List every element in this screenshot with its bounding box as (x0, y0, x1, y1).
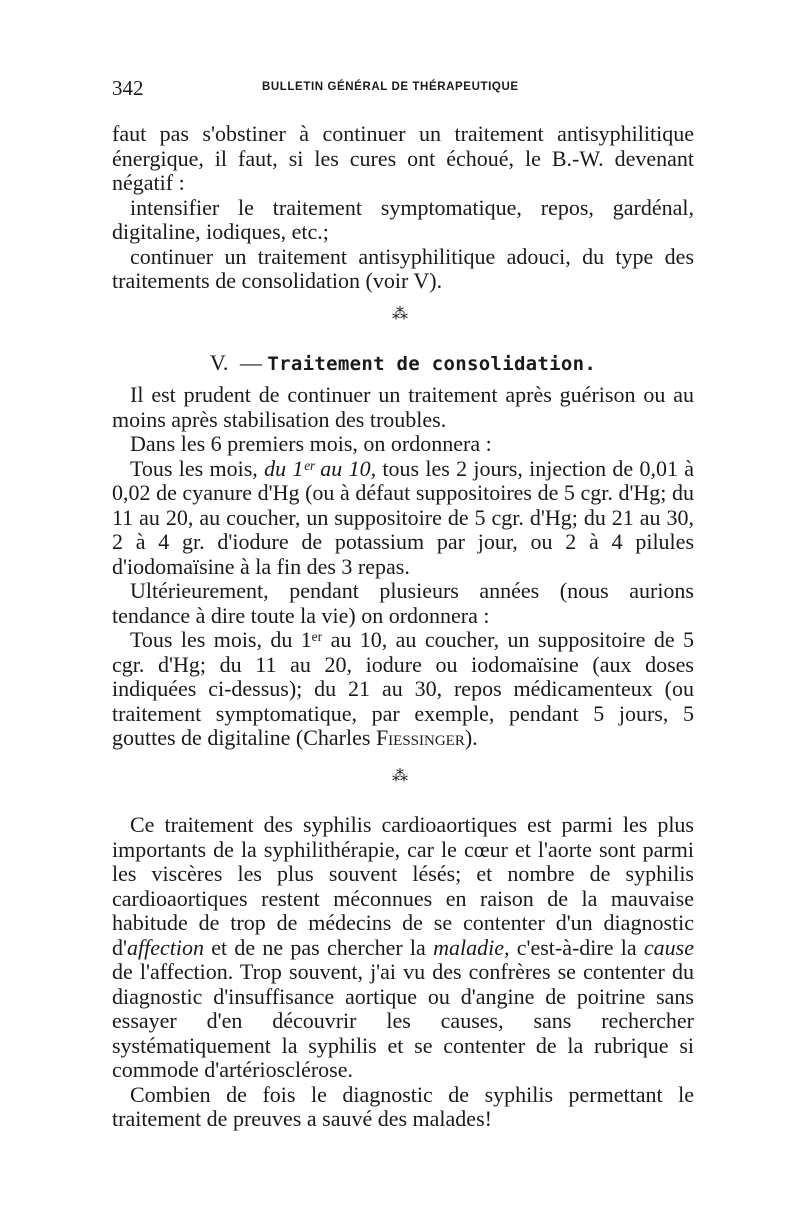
author-name: Fiessinger (375, 725, 465, 750)
running-head (112, 76, 696, 100)
text-block-intro (112, 122, 694, 294)
text-block-conclusion (112, 813, 694, 1132)
paragraph: intensifier le traitement symptomatique, repos, gardénal, digitaline, iodiques, etc.; (112, 194, 694, 244)
page-number: 342 (112, 76, 144, 100)
emphasis-text: affection (126, 934, 204, 960)
emphasis-text: du 1ᵉʳ au 10, (264, 455, 377, 481)
text-run: tous les 2 jours, injection de 0,01 à 0,02 de cyanure d'Hg (ou à défaut suppositoires de 5 cgr. d'Hg; du 11 au 20, au coucher, un suppositoire de 5 cgr. d'Hg; du 21 au 30, 2 à 4 gr. d'iodure de potassium par jour, ou 2 à 4 pilules d'iodomaïsine à la fin des 3 repas. (112, 455, 695, 579)
emphasis-text: cause (643, 934, 694, 960)
section-title: Traitement de consolidation. (267, 353, 597, 375)
paragraph: faut pas s'obstiner à continuer un traitement antisyphilitique énergique, il faut, si les cures ont échoué, le B.-W. devenant négatif : (112, 121, 694, 195)
text-run: Tous les mois, du 1ᵉʳ au 10, au coucher, un suppositoire de 5 cgr. d'Hg; du 11 au 20, iodure ou iodomaïsine (aux doses indiquées ci-dessus); du 21 au 30, repos médicamenteux (ou traitement symptomatique, par exemple, pendant 5 jours, 5 gouttes de digitaline (Charles (112, 627, 694, 750)
section-dash: — (239, 350, 262, 375)
running-title: BULLETIN GÉNÉRAL DE THÉRAPEUTIQUE (262, 81, 519, 93)
paragraph: Combien de fois le diagnostic de syphilis permettant le traitement de preuves a sauvé des malades! (112, 1081, 694, 1131)
text-run: Tous les mois, (130, 455, 265, 481)
asterism-separator: ⁂ (392, 768, 408, 785)
paragraph (112, 628, 694, 751)
section-heading (112, 350, 694, 376)
text-run: ). (464, 725, 478, 750)
text-run: de l'affection. Trop souvent, j'ai vu des confrères se contenter du diagnostic d'insuffisance aortique ou d'angine de poitrine sans essayer d'en découvrir les causes, sans rechercher systématiquement la syphilis et se contenter de la rubrique si commode d'artériosclérose. (112, 959, 694, 1082)
text-run: Ce traitement des syphilis cardioaortiques est parmi les plus importants de la syphilithérapie, car le cœur et l'aorte sont parmi les viscères les plus souvent lésés; et nombre de syphilis cardioaortiques restent méconnues en raison de la mauvaise habitude de trop de médecins de se contenter d'un diagnostic d' (112, 812, 694, 960)
paragraph (112, 457, 694, 580)
text-run: et de ne pas chercher la (203, 934, 434, 960)
paragraph (112, 813, 694, 1083)
paragraph: Ultérieurement, pendant plusieurs années (nous aurions tendance à dire toute la vie) on ordonnera : (112, 578, 694, 628)
emphasis-text: maladie, (433, 934, 510, 960)
paragraph: continuer un traitement antisyphilitique adouci, du type des traitements de consolidation (voir V). (112, 243, 694, 293)
asterism-separator: ⁂ (392, 306, 408, 323)
section-number: V. (209, 350, 229, 375)
text-run: c'est-à-dire la (509, 934, 644, 960)
paragraph: Dans les 6 premiers mois, on ordonnera : (130, 431, 492, 456)
paragraph: Il est prudent de continuer un traitement après guérison ou au moins après stabilisation des troubles. (112, 382, 694, 432)
text-block-consolidation (112, 383, 694, 751)
